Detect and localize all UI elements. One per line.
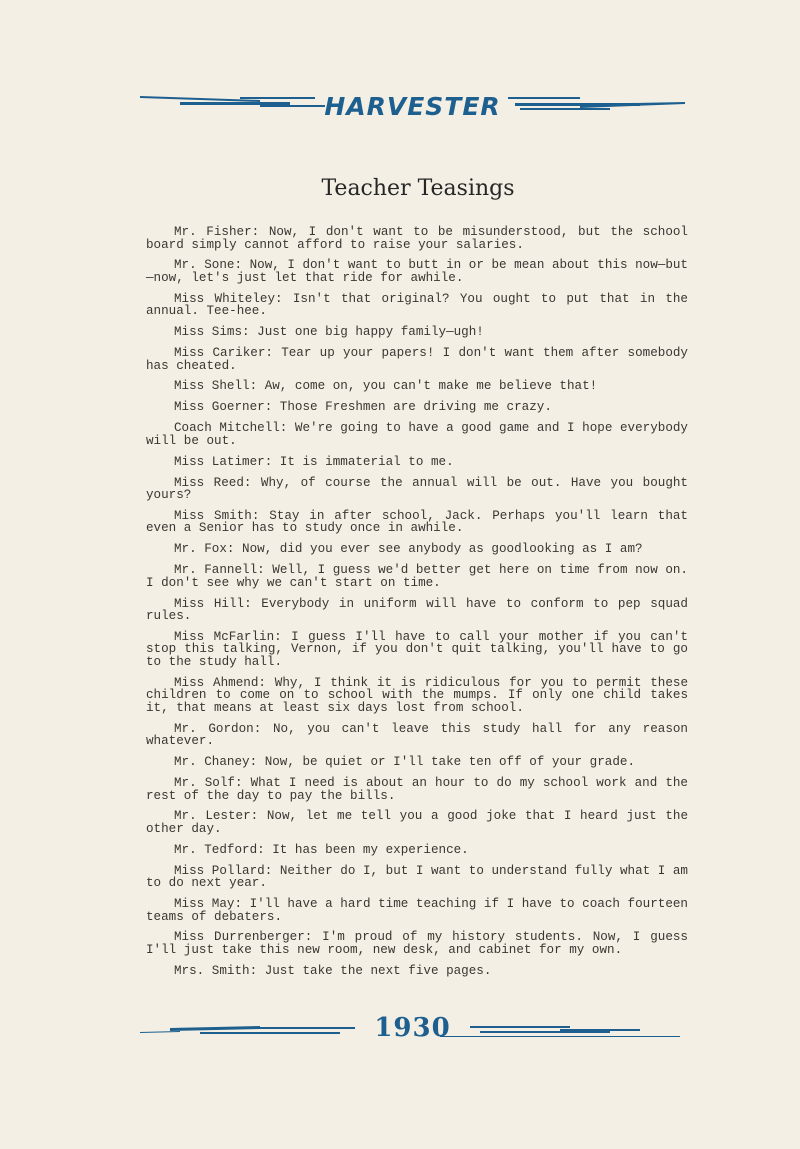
quote-entry: Miss May: I'll have a hard time teaching if I have to coach fourteen teams of debaters.: [146, 897, 688, 924]
page-footer: [140, 1012, 685, 1048]
quote-entry: Mrs. Smith: Just take the next five pages.: [174, 963, 492, 978]
quote-entry: Miss Goerner: Those Freshmen are driving me crazy.: [174, 400, 552, 415]
quote-entry: Miss Durrenberger: I'm proud of my history students. Now, I guess I'll just take this new room, new desk, and cabinet for my own.: [146, 930, 688, 957]
quote-entry: Mr. Sone: Now, I don't want to butt in or be mean about this now—but —now, let's just let that ride for awhile.: [146, 258, 688, 285]
quote-entry: Mr. Fannell: Well, I guess we'd better get here on time from now on. I don't see why we can't start on time.: [146, 563, 688, 590]
quote-entry: Mr. Lester: Now, let me tell you a good joke that I heard just the other day.: [146, 809, 688, 836]
quote-entry: Miss Sims: Just one big happy family—ugh!: [174, 325, 484, 340]
quote-entry: Mr. Gordon: No, you can't leave this study hall for any reason whatever.: [146, 721, 688, 749]
quote-entry: Mr. Solf: What I need is about an hour to do my school work and the rest of the day to pay the bills.: [146, 776, 688, 803]
quote-entry: Miss Reed: Why, of course the annual will be out. Have you bought yours?: [146, 475, 688, 503]
quote-entry: Miss Ahmend: Why, I think it is ridiculous for you to permit these children to come on to school with the mumps. If only one child takes it, that means at least six days lost from school.: [146, 675, 688, 715]
header-title: HARVESTER: [324, 92, 501, 121]
quote-entry: Miss Cariker: Tear up your papers! I don't want them after somebody has cheated.: [146, 346, 688, 373]
quote-entry: Miss Shell: Aw, come on, you can't make me believe that!: [174, 379, 598, 394]
footer-year: 1930: [374, 1013, 451, 1043]
quote-entry: Miss Hill: Everybody in uniform will have to conform to pep squad rules.: [146, 596, 688, 624]
quote-entry: Mr. Fox: Now, did you ever see anybody as goodlooking as I am?: [174, 542, 643, 557]
quote-entry: Mr. Chaney: Now, be quiet or I'll take ten off of your grade.: [174, 755, 636, 770]
quote-entry: Miss McFarlin: I guess I'll have to call your mother if you can't stop this talking, Vernon, if you don't quit talking, you'll have to go to the study hall.: [146, 629, 688, 669]
page-header: [140, 86, 685, 122]
quote-entry: Coach Mitchell: We're going to have a good game and I hope everybody will be out.: [146, 421, 688, 448]
quote-entry: Miss Latimer: It is immaterial to me.: [174, 454, 454, 469]
quote-entry: Miss Whiteley: Isn't that original? You ought to put that in the annual. Tee-hee.: [146, 291, 688, 319]
page-heading: Teacher Teasings: [321, 176, 515, 201]
quote-entry: Miss Smith: Stay in after school, Jack. Perhaps you'll learn that even a Senior has to study once in awhile.: [146, 508, 688, 536]
quote-entry: Mr. Tedford: It has been my experience.: [174, 842, 469, 857]
quote-entry: Mr. Fisher: Now, I don't want to be misunderstood, but the school board simply cannot afford to raise your salaries.: [146, 225, 688, 252]
quote-entry: Miss Pollard: Neither do I, but I want to understand fully what I am to do next year.: [146, 863, 688, 891]
quotes-list: [146, 226, 688, 986]
